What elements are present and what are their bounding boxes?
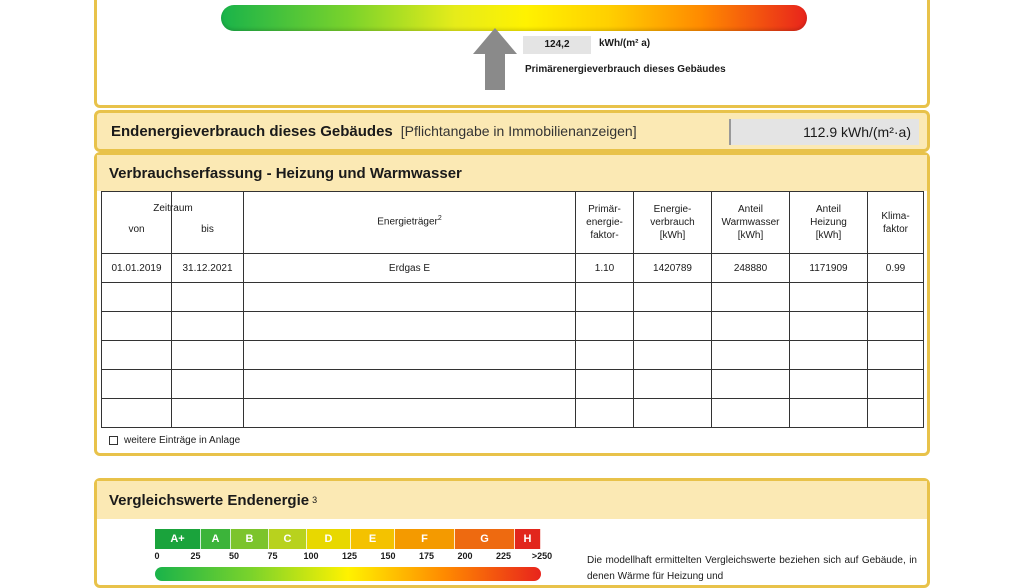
table-cell-empty [790, 370, 868, 399]
cell-faktor: 1.10 [576, 254, 634, 283]
table-cell-empty [634, 370, 712, 399]
header-energieverbrauch: Energie- verbrauch [kWh] [634, 192, 712, 254]
table-cell-empty [172, 370, 244, 399]
table-cell-empty [172, 399, 244, 428]
header-von: Zeitraum von [102, 192, 172, 254]
primary-energy-panel [94, 0, 930, 108]
table-cell-empty [790, 341, 868, 370]
arrow-up-icon [473, 28, 517, 90]
table-cell-empty [790, 312, 868, 341]
table-row-empty [102, 341, 924, 370]
table-cell-empty [102, 370, 172, 399]
scale-tick-label: 125 [341, 551, 358, 561]
header-energietraeger: Energieträger$^2$ [244, 192, 576, 254]
table-cell-empty [172, 312, 244, 341]
header-anteil-heizung: Anteil Heizung [kWh] [790, 192, 868, 254]
table-cell-empty [102, 399, 172, 428]
final-energy-label: Endenergieverbrauch dieses Gebäudes [111, 122, 393, 140]
table-cell-empty [244, 399, 576, 428]
table-cell-empty [868, 312, 924, 341]
table-cell-empty [868, 341, 924, 370]
scale-tick-label: 0 [154, 551, 160, 561]
table-cell-empty [172, 283, 244, 312]
header-primaerenergiefaktor: Primär- energie- faktor- [576, 192, 634, 254]
scale-tick-label: 75 [267, 551, 278, 561]
header-anteil-warmwasser: Anteil Warmwasser [kWh] [712, 192, 790, 254]
table-row-empty [102, 399, 924, 428]
table-cell-empty [868, 370, 924, 399]
table-cell-empty [712, 370, 790, 399]
scale-tick-label: 25 [190, 551, 201, 561]
consumption-table [101, 191, 924, 428]
table-cell-empty [634, 341, 712, 370]
table-cell-empty [244, 370, 576, 399]
scale-tick-label: 100 [303, 551, 319, 561]
table-cell-empty [576, 312, 634, 341]
table-cell-empty [712, 399, 790, 428]
table-cell-empty [868, 283, 924, 312]
table-cell-empty [576, 341, 634, 370]
consumption-title: Verbrauchserfassung - Heizung und Warmwasser [97, 155, 927, 191]
cell-energietraeger: Erdgas E [244, 254, 576, 283]
efficiency-class-f: F [395, 529, 455, 549]
table-cell-empty [634, 283, 712, 312]
table-cell-empty [244, 283, 576, 312]
header-klimafaktor: Klima- faktor [868, 192, 924, 254]
more-entries-note [109, 435, 240, 446]
consumption-panel [94, 152, 930, 456]
cell-verbrauch: 1420789 [634, 254, 712, 283]
cell-warmwasser: 248880 [712, 254, 790, 283]
table-cell-empty [576, 399, 634, 428]
table-cell-empty [576, 283, 634, 312]
final-energy-panel [94, 110, 930, 152]
table-row-empty [102, 312, 924, 341]
scale-tick-label: 225 [495, 551, 512, 561]
table-cell-empty [576, 370, 634, 399]
scale-tick-label: 175 [418, 551, 435, 561]
efficiency-class-a: A [201, 529, 231, 549]
table-cell-empty [790, 399, 868, 428]
table-row-empty [102, 370, 924, 399]
primary-energy-unit: kWh/(m² a) [599, 38, 651, 49]
table-cell-empty [790, 283, 868, 312]
final-energy-hint: [Pflichtangabe in Immobilienanzeigen] [400, 123, 637, 139]
primary-energy-value: 124,2 [523, 36, 591, 54]
table-cell-empty [712, 283, 790, 312]
table-cell-empty [634, 399, 712, 428]
more-entries-checkbox[interactable] [109, 436, 118, 445]
cell-klima: 0.99 [868, 254, 924, 283]
scale-tick-label: >250 [531, 551, 553, 561]
cell-von: 01.01.2019 [102, 254, 172, 283]
comparison-panel [94, 478, 930, 588]
comparison-title: Vergleichswerte Endenergie 3 [97, 481, 927, 519]
scale-tick-label: 150 [380, 551, 396, 561]
table-cell-empty [244, 341, 576, 370]
comparison-note: Die modellhaft ermittelten Vergleichswerte beziehen sich auf Gebäude, in denen Wärme für Heizung und [587, 555, 917, 582]
final-energy-value: 112.9 kWh/(m²·a) [729, 119, 919, 145]
table-cell-empty [244, 312, 576, 341]
efficiency-class-e: E [351, 529, 395, 549]
efficiency-class-c: C [269, 529, 307, 549]
efficiency-class-d: D [307, 529, 351, 549]
table-row [102, 254, 924, 283]
header-zeitraum: Zeitraum [153, 203, 193, 214]
table-cell-empty [868, 399, 924, 428]
table-cell-empty [102, 341, 172, 370]
scale-tick-label: 200 [457, 551, 473, 561]
efficiency-class-bar [155, 529, 541, 549]
table-cell-empty [712, 341, 790, 370]
efficiency-class-a-plus: A+ [155, 529, 201, 549]
table-header-row [102, 192, 924, 254]
table-cell-empty [712, 312, 790, 341]
table-cell-empty [102, 312, 172, 341]
efficiency-scale-ticks [151, 551, 553, 565]
more-entries-label: weitere Einträge in Anlage [124, 435, 241, 446]
efficiency-class-h: H [515, 529, 541, 549]
table-cell-empty [634, 312, 712, 341]
efficiency-class-g: G [455, 529, 515, 549]
primary-energy-label: Primärenergieverbrauch dieses Gebäudes [525, 64, 726, 75]
cell-heizung: 1171909 [790, 254, 868, 283]
table-cell-empty [172, 341, 244, 370]
cell-bis: 31.12.2021 [172, 254, 244, 283]
table-row-empty [102, 283, 924, 312]
table-cell-empty [102, 283, 172, 312]
efficiency-class-b: B [231, 529, 269, 549]
comparison-gradient-bar [155, 567, 541, 581]
scale-tick-label: 50 [228, 551, 240, 561]
header-bis: bis [172, 192, 244, 254]
